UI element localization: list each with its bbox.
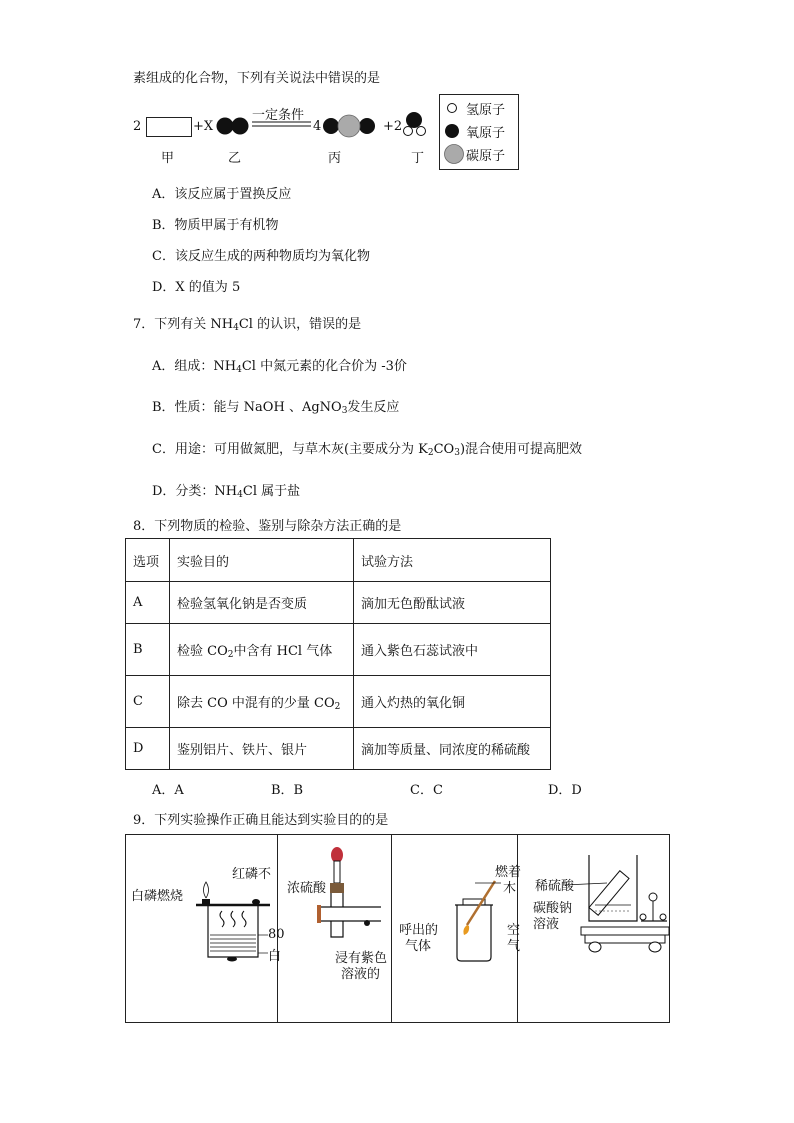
p1-label: 80 (268, 927, 285, 942)
label-bing: 丙 (328, 151, 342, 166)
q6-option-a: A．该反应属于置换反应 (152, 187, 292, 202)
q6-option-b: B．物质甲属于有机物 (152, 218, 279, 233)
substance-jia-box (146, 117, 192, 137)
p2-label: 浸有紫色 (335, 951, 388, 966)
experiment-panel-a (126, 835, 285, 1022)
table-cell: 除去 CO 中混有的少量 $CO_2$ (170, 676, 354, 728)
label-ding: 丁 (411, 151, 425, 166)
table-header-cell: 选项 (126, 539, 170, 582)
o2-molecule-icon (216, 116, 250, 136)
table-cell: B (126, 624, 170, 676)
experiment-panel-d (517, 835, 669, 1022)
table-cell: 滴加等质量、同浓度的稀硫酸 (354, 728, 551, 770)
p3-label: 燃着 (495, 865, 522, 880)
label-yi: 乙 (228, 151, 242, 166)
table-cell: 通入紫色石蕊试液中 (354, 624, 551, 676)
q8-stem: 8．下列物质的检验、鉴别与除杂方法正确的是 (133, 519, 402, 534)
legend-h: 氢原子 (444, 97, 505, 119)
legend-c: 碳原子 (444, 143, 505, 165)
plus-ding: +2 (383, 119, 403, 134)
q9-stem: 9．下列实验操作正确且能达到实验目的的是 (133, 813, 389, 828)
q7-stem: 7．下列有关 $NH_4Cl$ 的认识，错误的是 (133, 317, 362, 333)
table-row (126, 728, 551, 770)
table-cell: 滴加无色酚酞试液 (354, 582, 551, 624)
p4-label: 溶液 (533, 917, 560, 932)
table-cell: A (126, 582, 170, 624)
dropper-tube-apparatus-icon (317, 845, 391, 955)
p1-label: 白 (268, 949, 282, 964)
q8-answer-c: C．C (410, 783, 443, 798)
q7-option-c: C．用途：可用做氮肥，与草木灰(主要成分为 $K_2CO_3$)混合使用可提高肥效 (152, 442, 583, 458)
p3-label: 气体 (405, 939, 432, 954)
q7-option-d: D．分类：$NH_4Cl$ 属于盐 (152, 484, 301, 500)
atom-legend (439, 94, 519, 170)
co2-molecule-icon (322, 114, 376, 138)
p3-label: 气 (507, 939, 521, 954)
table-row (126, 624, 551, 676)
table-cell: 检验氢氧化钠是否变质 (170, 582, 354, 624)
table-cell: C (126, 676, 170, 728)
q8-answer-d: D．D (548, 783, 582, 798)
h2o-molecule-icon (401, 110, 431, 138)
q6-option-c: C．该反应生成的两种物质均为氧化物 (152, 249, 370, 264)
table-row (126, 676, 551, 728)
p3-label: 呼出的 (399, 923, 439, 938)
p1-label: 红磷不 (232, 867, 272, 882)
experiment-panel-c (391, 835, 522, 1022)
q9-experiment-panels (125, 834, 670, 1023)
table-cell: 检验 $CO_2$中含有 HCl 气体 (170, 624, 354, 676)
q8-answer-b: B．B (271, 783, 304, 798)
experiment-panel-b (277, 835, 392, 1022)
q7-option-b: B．性质：能与 NaOH 、AgNO$_3$发生反应 (152, 400, 400, 416)
table-cell: 通入灼热的氧化铜 (354, 676, 551, 728)
legend-o: 氧原子 (444, 120, 505, 142)
p3-label: 木 (503, 881, 517, 896)
table-header-cell: 实验目的 (170, 539, 354, 582)
coef-jia: 2 (133, 119, 142, 134)
p4-label: 稀硫酸 (535, 879, 575, 894)
table-cell: 鉴别铝片、铁片、银片 (170, 728, 354, 770)
table-header-cell: 试验方法 (354, 539, 551, 582)
table-header-row (126, 539, 551, 582)
coef-bing: 4 (313, 119, 322, 134)
q6-stem: 素组成的化合物，下列有关说法中错误的是 (133, 71, 381, 86)
reaction-condition: 一定条件 (252, 108, 305, 123)
q7-option-a: A．组成：$NH_4Cl$ 中氮元素的化合价为 -3价 (152, 359, 407, 375)
p2-label: 浓硫酸 (287, 881, 327, 896)
q8-answer-a: A．A (152, 783, 184, 798)
p3-label: 空 (507, 923, 521, 938)
gas-bottle-wood-splint-icon (447, 875, 507, 965)
table-row (126, 582, 551, 624)
q6-option-d: D．X 的值为 5 (152, 280, 241, 295)
p1-label: 白磷燃烧 (131, 889, 184, 904)
phosphorus-combustion-apparatus-icon (186, 875, 277, 965)
q8-table (125, 538, 551, 770)
oxygen-atom-icon (444, 123, 460, 139)
p4-label: 碳酸钠 (533, 901, 573, 916)
p2-label: 溶液的 (341, 967, 381, 982)
table-cell: D (126, 728, 170, 770)
carbon-atom-icon (444, 143, 464, 165)
reaction-arrow (251, 120, 313, 128)
hydrogen-atom-icon (444, 100, 460, 116)
label-jia: 甲 (161, 151, 175, 166)
plus-x: +X (193, 119, 214, 134)
beaker-balance-apparatus-icon (581, 847, 669, 959)
